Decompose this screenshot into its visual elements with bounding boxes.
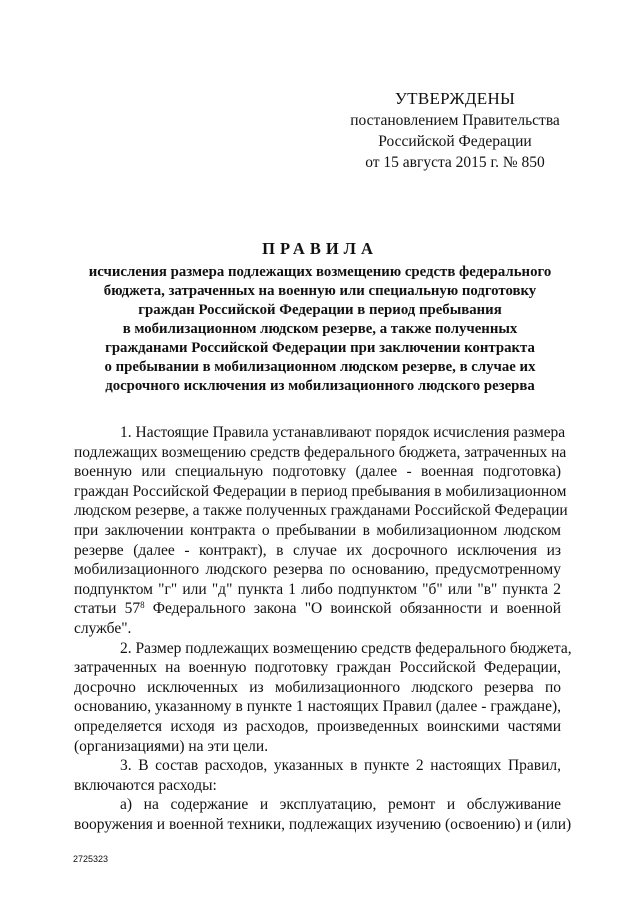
- text-line: вооружения и военной техники, подлежащих изучению (освоению) и (или): [74, 815, 572, 833]
- text-line: основанию, указанному в пункте 1 настоящих Правил (далее - граждане),: [74, 698, 561, 716]
- text-line: подлежащих возмещению средств федерального бюджета, затраченных на: [74, 443, 567, 461]
- paragraph-2: [74, 639, 572, 757]
- subtitle-line: бюджета, затраченных на военную или специальную подготовку: [103, 283, 537, 299]
- subtitle-line: исчисления размера подлежащих возмещению средств федерального: [88, 264, 552, 280]
- document-title: ПРАВИЛА: [262, 239, 378, 258]
- text-line: определяется исходя из расходов, произведенных воинскими частями: [74, 717, 561, 735]
- text-line: 1. Настоящие Правила устанавливают порядок исчисления размера: [120, 424, 566, 441]
- document-subtitle: [80, 263, 560, 396]
- text-line: включаются расходы:: [74, 776, 217, 794]
- text-line: мобилизационного людского резерва по основанию, предусмотренному: [74, 561, 561, 579]
- paragraph-3a: [74, 795, 572, 834]
- text-line: резерве (далее - контракт), в случае их досрочного исключения из: [74, 541, 561, 559]
- text-line: 2. Размер подлежащих возмещению средств федерального бюджета,: [120, 639, 572, 657]
- text-line: подпунктом "г" или "д" пункта 1 либо подпунктом "б" или "в" пункта 2: [74, 580, 561, 598]
- approval-block: [330, 88, 580, 173]
- subtitle-line: о пребывании в мобилизационном людском резерве, в случае их: [104, 359, 536, 375]
- text-line: граждан Российской Федерации в период пребывания в мобилизационном: [74, 482, 567, 500]
- paragraph-3: [74, 756, 561, 795]
- text-line: людском резерве, а также полученных гражданами Российской Федерации: [74, 502, 568, 520]
- document-body: [74, 423, 572, 834]
- text-line: [74, 599, 561, 619]
- text-line: 3. В состав расходов, указанных в пункте 2 настоящих Правил,: [120, 757, 561, 775]
- text-line: военную или специальную подготовку (далее - военная подготовка): [74, 463, 561, 481]
- text-line: затраченных на военную подготовку граждан Российской Федерации,: [74, 659, 561, 677]
- document-code: 2725323: [73, 854, 109, 864]
- text-line: а) на содержание и эксплуатацию, ремонт и обслуживание: [120, 796, 561, 814]
- subtitle-line: граждан Российской Федерации в период пребывания: [138, 302, 502, 318]
- law-reference: Федерального закона "О воинской обязанности и военной: [144, 600, 561, 618]
- subtitle-line: досрочного исключения из мобилизационного людского резерва: [105, 378, 535, 394]
- article-superscript: 8: [140, 600, 145, 611]
- text-line: досрочно исключенных из мобилизационного людского резерва по: [74, 678, 561, 696]
- approval-line-2: Российской Федерации: [378, 133, 532, 150]
- approval-line-3: от 15 августа 2015 г. № 850: [365, 154, 545, 171]
- approval-line-1: постановлением Правительства: [350, 112, 560, 129]
- text-line: (организациями) на эти цели.: [74, 737, 269, 755]
- subtitle-line: в мобилизационном людском резерве, а также полученных: [122, 321, 518, 337]
- text-line: при заключении контракта о пребывании в мобилизационном людском: [74, 521, 561, 539]
- article-reference: статьи 57: [74, 600, 141, 618]
- paragraph-1: [74, 423, 568, 639]
- text-line: службе".: [74, 619, 132, 637]
- subtitle-line: гражданами Российской Федерации при заключении контракта: [105, 340, 535, 356]
- approval-heading: УТВЕРЖДЕНЫ: [394, 89, 516, 108]
